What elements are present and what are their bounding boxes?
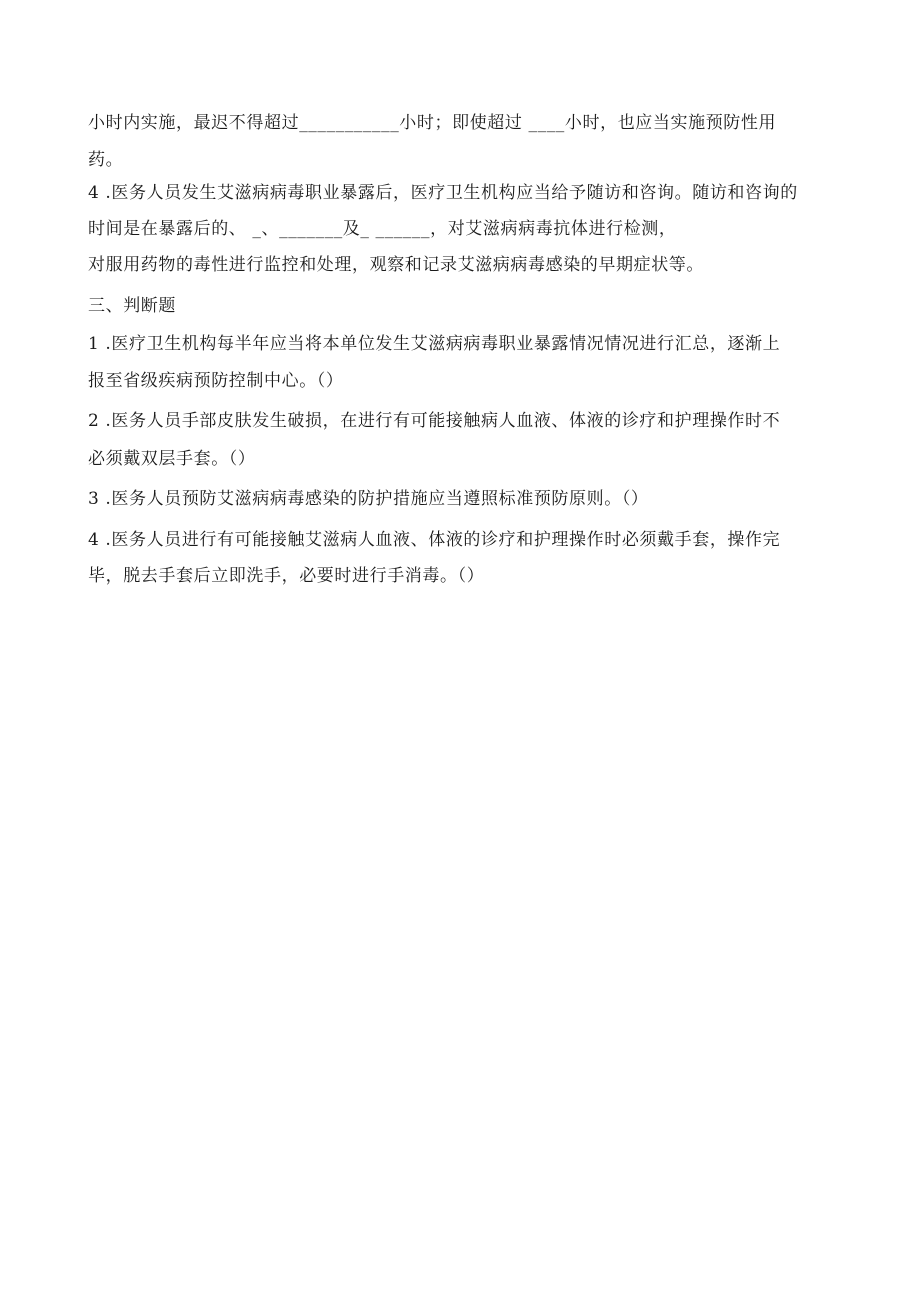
text-line: 报至省级疾病预防控制中心。（） — [88, 371, 344, 391]
text-line: 对服用药物的毒性进行监控和处理，观察和记录艾滋病病毒感染的早期症状等。 — [88, 255, 704, 275]
text-line: 药。 — [88, 150, 124, 170]
tf-question-4-line: 4 .医务人员进行有可能接触艾滋病人血液、体液的诊疗和护理操作时必须戴手套，操作完 — [88, 530, 781, 550]
tf-question-1-line: 1 .医疗卫生机构每半年应当将本单位发生艾滋病病毒职业暴露情况情况进行汇总，逐渐上 — [88, 334, 781, 354]
tf-question-3-line: 3 .医务人员预防艾滋病病毒感染的防护措施应当遵照标准预防原则。（） — [88, 489, 649, 509]
text-line: 小时内实施，最迟不得超过___________小时；即使超过 ____小时，也应当实施预防性用 — [88, 113, 777, 133]
question-4-line: 4 .医务人员发生艾滋病病毒职业暴露后，医疗卫生机构应当给予随访和咨询。随访和咨询的 — [88, 183, 798, 203]
text-line: 必须戴双层手套。（） — [88, 449, 256, 469]
text-line: 毕，脱去手套后立即洗手，必要时进行手消毒。（） — [88, 566, 485, 586]
section-heading: 三、判断题 — [88, 296, 176, 316]
tf-question-2-line: 2 .医务人员手部皮肤发生破损，在进行有可能接触病人血液、体液的诊疗和护理操作时不 — [88, 411, 781, 431]
text-line: 时间是在暴露后的、 _、_______及_ ______，对艾滋病病毒抗体进行检测， — [88, 219, 677, 239]
